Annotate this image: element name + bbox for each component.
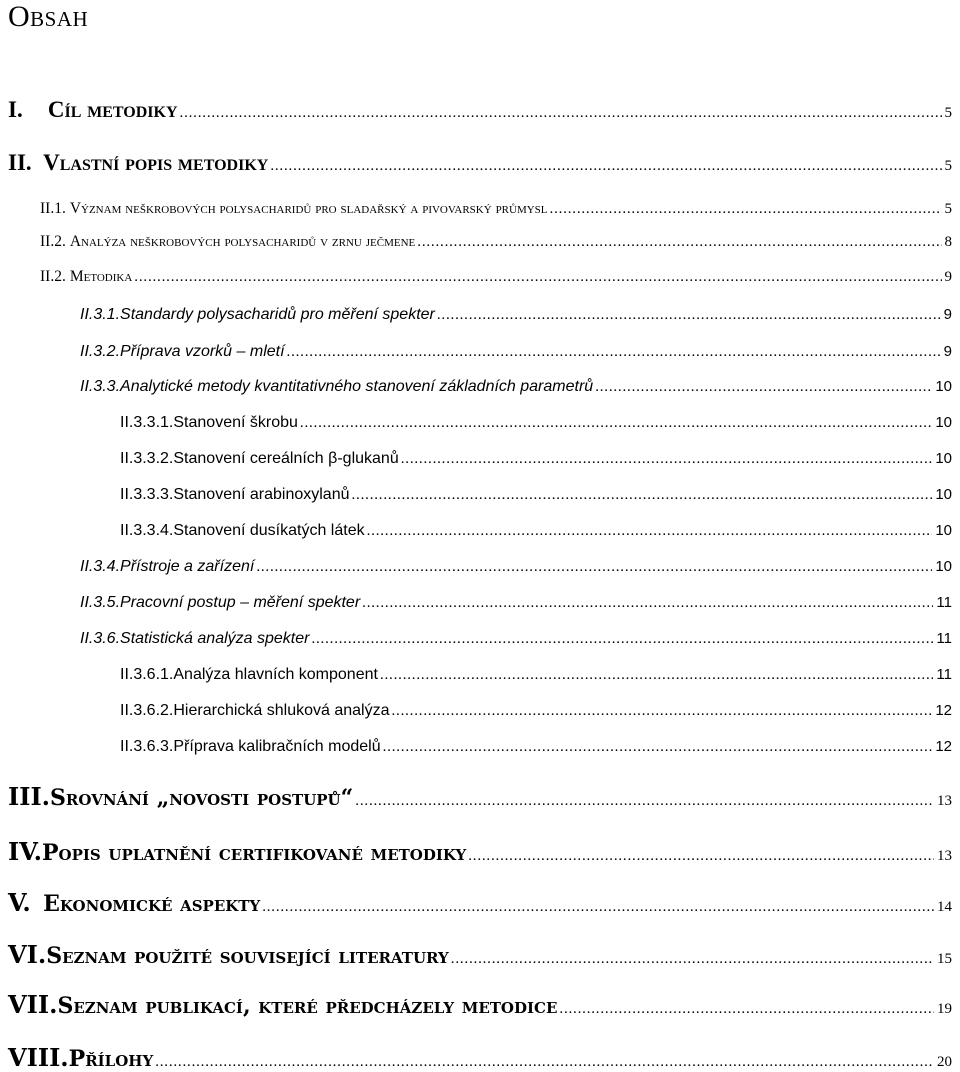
toc-dot-leader [595, 379, 932, 396]
toc-entry-number: II.3.3. [80, 378, 121, 395]
toc-entry-page: 10 [935, 486, 952, 503]
toc-dot-leader [451, 951, 934, 968]
toc-entry[interactable] [120, 450, 952, 468]
toc-entry-title: Cíl metodiky [47, 97, 178, 122]
toc-entry-title: Pracovní postup – měření spekter [120, 594, 361, 611]
toc-entry-page: 11 [936, 666, 952, 683]
toc-entry-page: 12 [935, 702, 952, 719]
page-title: Obsah [8, 0, 89, 33]
toc-entry-page: 13 [937, 793, 952, 809]
toc-entry[interactable] [40, 233, 952, 251]
toc-entry-title: Hierarchická shluková analýza [173, 702, 390, 719]
toc-entry-page: 9 [944, 269, 952, 285]
toc-entry-page: 20 [937, 1054, 952, 1070]
toc-entry-number: II.3.6. [80, 630, 121, 647]
toc-entry-page: 5 [944, 201, 952, 217]
toc-entry-title: Vlastní popis metodiky [43, 150, 269, 175]
toc-entry[interactable] [8, 940, 952, 969]
toc-dot-leader [468, 848, 934, 865]
toc-entry[interactable] [80, 343, 952, 361]
toc-entry[interactable] [8, 97, 952, 123]
toc-entry-page: 9 [943, 343, 952, 360]
toc-entry[interactable] [8, 150, 952, 176]
toc-entry-title: Analýza hlavních komponent [173, 666, 378, 683]
toc-entry[interactable] [8, 782, 952, 811]
toc-entry[interactable] [120, 666, 952, 684]
toc-dot-leader [287, 344, 941, 361]
toc-entry[interactable] [120, 702, 952, 720]
toc-entry-number: II.3.3.2. [120, 450, 174, 467]
toc-entry-title: Příprava vzorků – mletí [120, 343, 285, 360]
toc-entry[interactable] [8, 1043, 952, 1072]
toc-dot-leader [401, 451, 933, 468]
toc-entry-number: II.3.5. [80, 594, 121, 611]
toc-entry[interactable] [8, 888, 952, 917]
toc-entry[interactable] [8, 837, 952, 866]
toc-entry-page: 10 [935, 450, 952, 467]
toc-entry-page: 9 [943, 306, 952, 323]
toc-dot-leader [311, 631, 933, 648]
toc-dot-leader [355, 793, 934, 810]
toc-entry-number: VIII. [8, 1043, 69, 1072]
toc-entry-title: Seznam použité související literatury [46, 943, 449, 969]
toc-entry-number: II.3.6.3. [120, 738, 174, 755]
toc-entry-title: Stanovení arabinoxylanů [173, 486, 350, 503]
toc-entry-number: I. [8, 97, 23, 122]
toc-entry-page: 19 [937, 1001, 952, 1017]
toc-entry[interactable] [120, 738, 952, 756]
toc-entry-title: Přílohy [68, 1046, 154, 1072]
toc-entry[interactable] [120, 486, 952, 504]
toc-entry-number: II.3.3.4. [120, 522, 174, 539]
toc-entry-page: 12 [935, 738, 952, 755]
toc-entry-number: II.3.3.3. [120, 486, 174, 503]
toc-entry-title: Ekonomické aspekty [43, 891, 261, 917]
toc-entry-title: Analytické metody kvantitativného stanovení základních parametrů [120, 378, 594, 395]
toc-entry-title: Analýza neškrobových polysacharidů v zrnu ječmene [69, 233, 416, 250]
toc-dot-leader [300, 415, 932, 432]
toc-entry-page: 13 [937, 848, 952, 864]
toc-entry-title: Srovnání „novosti postupů“ [50, 785, 354, 811]
toc-entry-number: V. [8, 888, 31, 917]
toc-entry-page: 11 [936, 594, 952, 611]
toc-entry-number: III. [8, 782, 51, 811]
toc-dot-leader [362, 595, 933, 612]
toc-dot-leader [391, 703, 932, 720]
toc-entry-title: Popis uplatnění certifikované metodiky [42, 840, 467, 866]
toc-dot-leader [155, 1054, 934, 1071]
toc-dot-leader [134, 269, 941, 286]
toc-entry-number: II.1. [40, 200, 66, 217]
toc-dot-leader [256, 559, 932, 576]
toc-dot-leader [437, 307, 941, 324]
toc-entry[interactable] [8, 990, 952, 1019]
toc-entry[interactable] [40, 268, 952, 286]
toc-entry-title: Význam neškrobových polysacharidů pro sladařský a pivovarský průmysl [69, 200, 548, 217]
toc-entry-number: II.3.3.1. [120, 414, 174, 431]
toc-entry[interactable] [80, 594, 952, 612]
toc-dot-leader [367, 523, 933, 540]
toc-entry[interactable] [80, 306, 952, 324]
toc-entry-number: II. [8, 150, 32, 175]
toc-entry-title: Stanovení škrobu [173, 414, 298, 431]
toc-entry-number: II.2. [40, 233, 66, 250]
toc-entry-title: Stanovení dusíkatých látek [173, 522, 365, 539]
toc-entry-title: Statistická analýza spekter [120, 630, 310, 647]
toc-dot-leader [559, 1001, 934, 1018]
toc-dot-leader [352, 487, 933, 504]
toc-entry-page: 10 [935, 558, 952, 575]
toc-entry-title: Příprava kalibračních modelů [173, 738, 381, 755]
toc-dot-leader [380, 667, 933, 684]
toc-entry-title: Standardy polysacharidů pro měření spekter [120, 306, 435, 323]
toc-entry-number: II.3.4. [80, 558, 121, 575]
toc-dot-leader [417, 234, 941, 251]
toc-entry-number: II.3.2. [80, 343, 121, 360]
toc-dot-leader [270, 158, 941, 175]
toc-dot-leader [550, 201, 942, 218]
toc-entry-title: Stanovení cereálních β-glukanů [173, 450, 399, 467]
toc-entry-number: VII. [8, 990, 58, 1019]
toc-entry[interactable] [120, 414, 952, 432]
toc-entry-page: 5 [944, 158, 952, 174]
toc-entry-page: 8 [944, 234, 952, 250]
toc-entry-title: Přístroje a zařízení [120, 558, 255, 575]
toc-dot-leader [262, 899, 934, 916]
toc-entry-number: II.2. [40, 268, 66, 285]
toc-dot-leader [180, 105, 942, 122]
toc-entry-number: II.3.1. [80, 306, 121, 323]
toc-entry-page: 15 [937, 951, 952, 967]
toc-entry-number: II.3.6.2. [120, 702, 174, 719]
toc-entry-page: 10 [935, 378, 952, 395]
toc-entry-page: 14 [937, 899, 952, 915]
toc-entry-page: 10 [935, 414, 952, 431]
toc-entry[interactable] [80, 558, 952, 576]
toc-entry[interactable] [120, 522, 952, 540]
toc-entry-title: Seznam publikací, které předcházely metodice [57, 993, 558, 1019]
toc-entry-number: II.3.6.1. [120, 666, 174, 683]
toc-entry-number: VI. [8, 940, 47, 969]
toc-entry[interactable] [80, 378, 952, 396]
toc-entry-page: 11 [936, 630, 952, 647]
toc-entry-title: Metodika [69, 268, 133, 285]
toc-entry-number: IV. [8, 837, 43, 866]
toc-entry-page: 10 [935, 522, 952, 539]
toc-entry-page: 5 [944, 105, 952, 121]
toc-entry[interactable] [80, 630, 952, 648]
toc-dot-leader [383, 739, 933, 756]
toc-entry[interactable] [40, 200, 952, 218]
